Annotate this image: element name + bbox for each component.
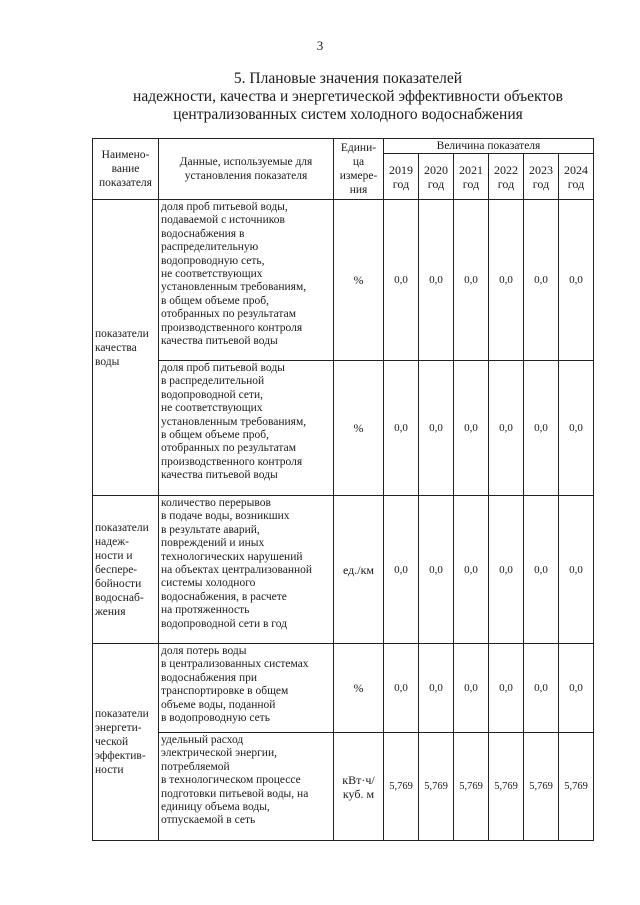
value-cell: 0,0 [454,644,489,733]
page-number: 3 [316,38,324,53]
row-description: количество перерывов в подаче воды, возникших в результате аварий, повреждений и иных технологических нарушений на объектах централизованной системы холодного водоснабжения, в расчете на протяженность водопроводной сети в год [159,496,334,644]
row-description: доля проб питьевой воды в распределительной водопроводной сети, не соответствующих установленным требованиям, в общем объеме проб, отобранных по результатам производственного контроля качества питьевой воды [159,361,334,496]
value-cell: 0,0 [559,496,594,644]
header-value: Величина показателя [384,139,594,154]
value-cell: 0,0 [489,644,524,733]
value-cell: 0,0 [489,496,524,644]
header-year-2019: 2019 год [384,154,419,200]
page-title [70,70,626,124]
header-year-2024: 2024 год [559,154,594,200]
value-cell: 0,0 [524,200,559,361]
row-unit: % [334,361,384,496]
value-cell: 0,0 [524,644,559,733]
header-year-2023: 2023 год [524,154,559,200]
value-cell: 0,0 [489,200,524,361]
value-cell: 5,769 [524,733,559,841]
header-name: Наимено- вание показателя [93,139,159,200]
value-cell: 0,0 [419,496,454,644]
row-description: доля потерь воды в централизованных системах водоснабжения при транспортировке в общем объеме воды, поданной в водопроводную сеть [159,644,334,733]
title-line-3: централизованных систем холодного водоснабжения [173,106,523,123]
row-unit: кВт·ч/ куб. м [334,733,384,841]
category-efficiency: показатели энергети- ческой эффектив- ности [93,644,159,841]
value-cell: 0,0 [524,496,559,644]
value-cell: 0,0 [384,200,419,361]
value-cell: 0,0 [419,361,454,496]
table-row [93,496,594,644]
title-line-2: надежности, качества и энергетической эффективности объектов [133,88,563,105]
row-unit: % [334,644,384,733]
value-cell: 0,0 [454,496,489,644]
value-cell: 0,0 [384,361,419,496]
value-cell: 5,769 [419,733,454,841]
table-row [93,200,594,361]
row-unit: ед./км [334,496,384,644]
indicators-table [92,138,594,841]
category-quality: показатели качества воды [93,200,159,496]
value-cell: 5,769 [559,733,594,841]
header-unit: Едини- ца измере- ния [334,139,384,200]
table-row [93,644,594,733]
value-cell: 5,769 [384,733,419,841]
value-cell: 5,769 [454,733,489,841]
value-cell: 0,0 [384,644,419,733]
title-line-1: 5. Плановые значения показателей [233,70,463,87]
category-reliability: показатели надеж- ности и беспере- бойности водоснаб- жения [93,496,159,644]
value-cell: 0,0 [559,361,594,496]
value-cell: 0,0 [559,644,594,733]
value-cell: 0,0 [384,496,419,644]
value-cell: 0,0 [524,361,559,496]
row-description: удельный расход электрической энергии, потребляемой в технологическом процессе подготовки питьевой воды, на единицу объема воды, отпускаемой в сеть [159,733,334,841]
value-cell: 0,0 [559,200,594,361]
header-year-2020: 2020 год [419,154,454,200]
row-unit: % [334,200,384,361]
header-year-2021: 2021 год [454,154,489,200]
value-cell: 0,0 [454,200,489,361]
value-cell: 5,769 [489,733,524,841]
value-cell: 0,0 [419,644,454,733]
table-row [93,361,594,496]
value-cell: 0,0 [489,361,524,496]
header-data: Данные, используемые для установления показателя [159,139,334,200]
header-year-2022: 2022 год [489,154,524,200]
value-cell: 0,0 [454,361,489,496]
table-row [93,733,594,841]
row-description: доля проб питьевой воды, подаваемой с источников водоснабжения в распределительную водопроводную сеть, не соответствующих установленным требованиям, в общем объеме проб, отобранных по результатам производственного контроля качества питьевой воды [159,200,334,361]
value-cell: 0,0 [419,200,454,361]
